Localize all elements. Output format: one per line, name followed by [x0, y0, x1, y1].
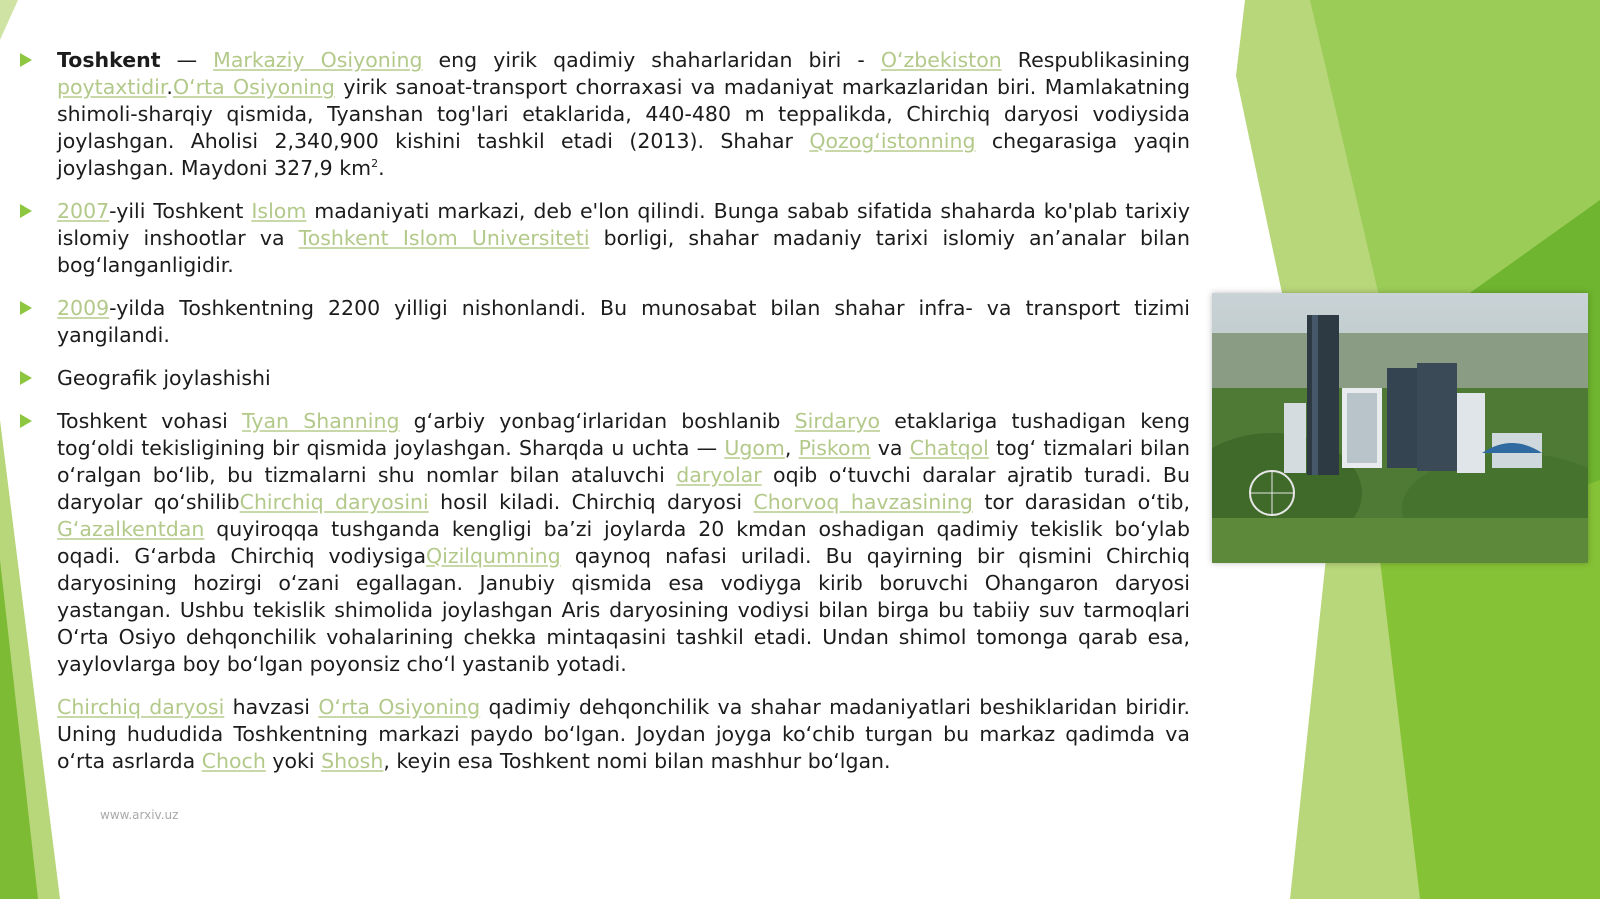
bullet-arrow-icon	[20, 371, 32, 385]
bullet-arrow-icon	[20, 53, 32, 67]
text-run: -yili Toshkent	[109, 199, 252, 223]
text-run: etaklariga tushadigan keng tog‘oldi tekisligining bir qismida joylashgan. Sharqda u uchta —	[57, 409, 1190, 460]
hyperlink[interactable]: O‘rta Osiyoning	[318, 695, 481, 719]
hyperlink[interactable]: poytaxtidir	[57, 75, 167, 99]
text-run: qadimiy dehqonchilik va shahar madaniyatlari beshiklaridan biridir. Uning hududida Toshkentning markazi paydo bo‘lgan. Joydan joyga ko‘chib turgan bu markaz qadimda va o‘rta asrlarda	[57, 695, 1191, 773]
text-run: quyiroqqa tushganda kengligi ba’zi joylarda 20 kmdan oshadigan qadimiy tekislik bo‘ylab oqadi. G‘arbda Chirchiq vodiysiga	[57, 517, 1190, 568]
tall-tower	[1307, 315, 1339, 475]
tower-facade	[1312, 315, 1318, 475]
building-windows	[1347, 393, 1377, 463]
text-run: .	[378, 156, 385, 180]
text-run: —	[160, 48, 214, 72]
hyperlink[interactable]: Chatqol	[909, 436, 989, 460]
text-run: tor darasidan o‘tib,	[972, 490, 1190, 514]
slide-text	[20, 47, 1190, 791]
text-run: -yilda Toshkentning 2200 yilligi nishonlandi. Bu munosabat bilan shahar infra- va transport tizimi yangilandi.	[57, 296, 1190, 347]
hyperlink[interactable]: Choch	[201, 749, 266, 773]
paragraph-2009-anniversary	[20, 295, 1190, 349]
bold-term: Toshkent	[57, 48, 161, 72]
section-heading: Geografik joylashishi	[57, 366, 271, 390]
text-run: Respublikasining	[1001, 48, 1190, 72]
hyperlink[interactable]: 2009	[57, 296, 110, 320]
hyperlink[interactable]: Chorvoq havzasining	[753, 490, 973, 514]
hyperlink[interactable]: Chirchiq daryosini	[239, 490, 429, 514]
bullet-arrow-icon	[20, 204, 32, 218]
paragraph-geography-heading	[20, 365, 1190, 392]
hyperlink[interactable]: Ugom	[724, 436, 785, 460]
hyperlink[interactable]: Islom	[251, 199, 307, 223]
text-run: chegarasiga yaqin joylashgan. Maydoni 327,9 km	[57, 129, 1190, 180]
paragraph-toshkent-intro	[20, 47, 1190, 182]
hyperlink[interactable]: daryolar	[676, 463, 762, 487]
hyperlink[interactable]: Chirchiq daryosi	[57, 695, 225, 719]
bg-shape-left-upper	[0, 0, 18, 40]
text-run: va	[870, 436, 910, 460]
text-run: , keyin esa Toshkent nomi bilan mashhur bo‘lgan.	[383, 749, 891, 773]
hyperlink[interactable]: O‘rta Osiyoning	[172, 75, 335, 99]
hyperlink[interactable]: Qozog‘istonning	[809, 129, 976, 153]
hyperlink[interactable]: Markaziy Osiyoning	[213, 48, 423, 72]
bullet-arrow-icon	[20, 414, 32, 428]
text-run: oqib o‘tuvchi daralar ajratib turadi. Bu daryolar qo‘shilib	[57, 463, 1190, 514]
low-building	[1284, 403, 1306, 473]
paragraph-geography-body	[20, 408, 1190, 678]
text-run: g‘arbiy yonbag‘irlaridan boshlanib	[399, 409, 795, 433]
bullet-arrow-icon	[20, 301, 32, 315]
dark-tower	[1387, 368, 1417, 468]
text-run: eng yirik qadimiy shaharlaridan biri -	[422, 48, 881, 72]
hyperlink[interactable]: Sirdaryo	[794, 409, 881, 433]
text-run: tog‘ tizmalari bilan o‘ralgan bo‘lib, bu tizmalarni shu nomlar bilan ataluvchi	[57, 436, 1190, 487]
text-run: qaynoq nafasi uriladi. Bu qayirning bir qismini Chirchiq daryosining hozirgi o‘zani egallagan. Janubiy qismida esa vodiyga kirib boruvchi Ohangaron daryosi yastangan. Ushbu tekislik shimolida joylashgan Aris daryosining vodiysi bilan birga bu tabiiy suv tarmoqlari O‘rta Osiyo dehqonchilik vohalarining chekka mintaqasini tashkil etadi. Undan shimol tomonga qarab esa, yaylovlarga boy bo‘lgan poyonsiz cho‘l yastanib yotadi.	[57, 544, 1190, 676]
text-run: havzasi	[224, 695, 319, 719]
text-run: ,	[784, 436, 799, 460]
hyperlink[interactable]: Shosh	[321, 749, 384, 773]
hyperlink[interactable]: Tyan Shanning	[242, 409, 400, 433]
text-run: yoki	[265, 749, 322, 773]
text-run: .	[166, 75, 173, 99]
tashkent-city-photo	[1212, 293, 1588, 563]
hyperlink[interactable]: 2007	[57, 199, 110, 223]
hyperlink[interactable]: G‘azalkentdan	[57, 517, 205, 541]
hyperlink[interactable]: O‘zbekiston	[880, 48, 1002, 72]
text-run: borligi, shahar madaniy tarixi islomiy an’analar bilan bog‘langanligidir.	[57, 226, 1190, 277]
text-run: hosil kiladi. Chirchiq daryosi	[428, 490, 754, 514]
hyperlink[interactable]: Piskom	[798, 436, 871, 460]
text-run: Toshkent vohasi	[57, 409, 243, 433]
watermark: www.arxiv.uz	[100, 808, 179, 822]
white-building	[1457, 393, 1485, 473]
text-run: madaniyati markazi, deb e'lon qilindi. Bunga sabab sifatida shaharda ko'plab tarixiy islomiy inshootlar va	[57, 199, 1190, 250]
text-run: yirik sanoat-transport chorraxasi va madaniyat markazlaridan biri. Mamlakatning shimoli-sharqiy qismida, Tyanshan tog'lari etaklarida, 440-480 m teppalikda, Chirchiq daryosi vodiysida joylashgan. Aholisi 2,340,900 kishini tashkil etadi (2013). Shahar	[57, 75, 1190, 153]
city-skyline-illustration	[1212, 293, 1588, 563]
hyperlink[interactable]: Qizilqumning	[426, 544, 561, 568]
paragraph-chirchiq-basin	[20, 694, 1190, 775]
hyperlink[interactable]: Toshkent Islom Universiteti	[298, 226, 590, 250]
superscript: 2	[371, 157, 379, 171]
paragraph-2007-islom	[20, 198, 1190, 279]
dark-tower	[1417, 363, 1457, 471]
foreground-foliage	[1212, 518, 1588, 563]
